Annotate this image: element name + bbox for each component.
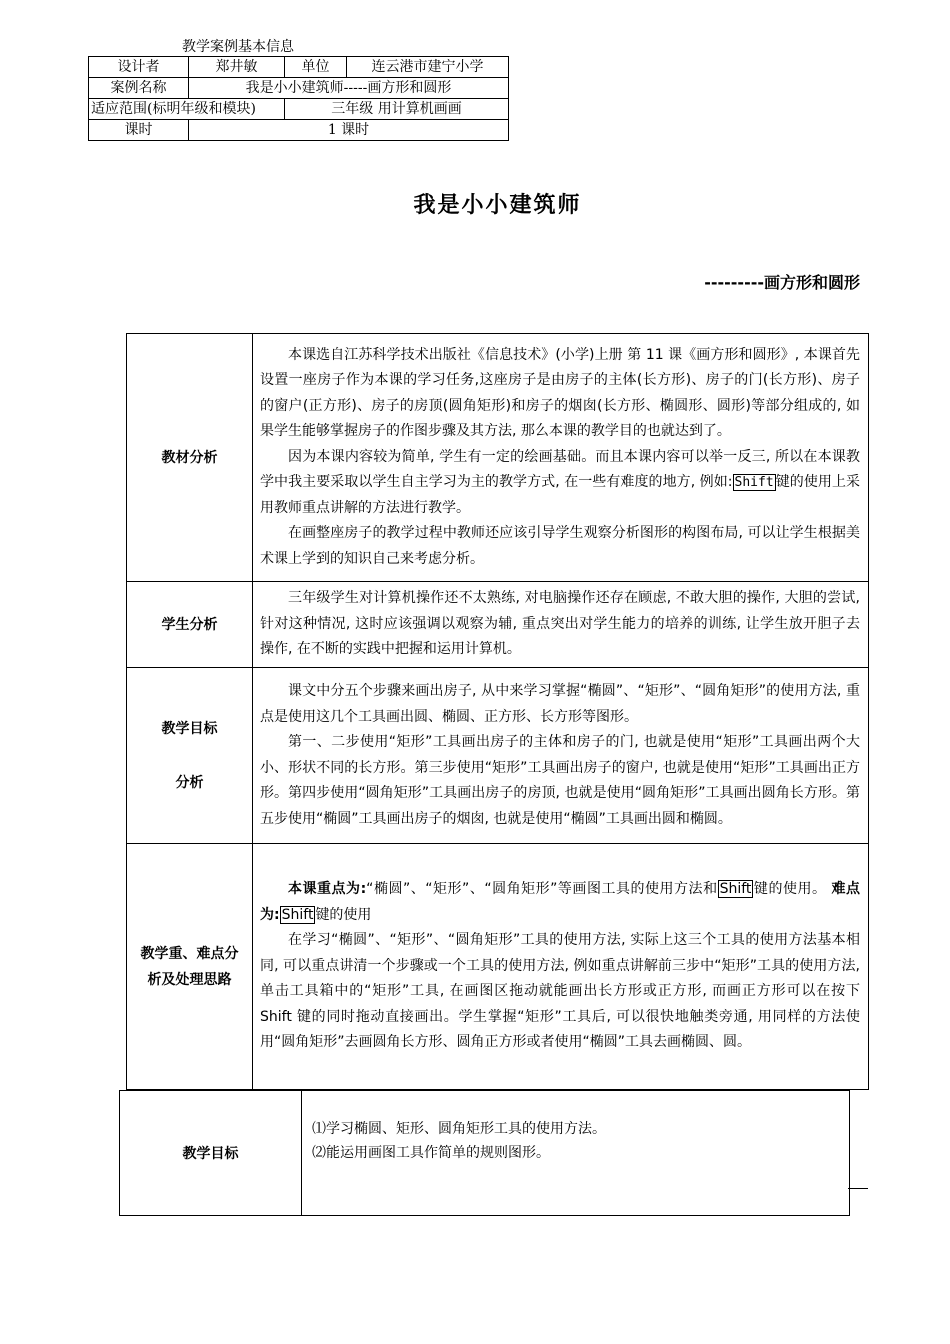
table-row <box>89 78 509 99</box>
keypoints-label: 教学重、难点分析及处理思路 <box>127 844 253 1090</box>
info-caption: 教学案例基本信息 <box>182 39 294 55</box>
unit-value: 连云港市建宁小学 <box>347 57 509 78</box>
hours-value: 1 课时 <box>189 120 509 141</box>
table-row <box>89 120 509 141</box>
shift-key-label: Shift <box>734 475 774 491</box>
designer-label: 设计者 <box>89 57 189 78</box>
table-row-goals <box>120 1091 850 1216</box>
analysis-table <box>126 333 869 1090</box>
goal-item-1: ⑴学习椭圆、矩形、圆角矩形工具的使用方法。 <box>312 1121 606 1137</box>
material-label: 教材分析 <box>127 334 253 582</box>
table-row-keypoints <box>127 844 869 1090</box>
keypoints-paragraph-2: 在学习“椭圆”、“矩形”、“圆角矩形”工具的使用方法, 实际上这三个工具的使用方法基本相同, 可以重点讲清一个步骤或一个工具的使用方法, 例如重点讲解前三步中“矩形”工具的使用方法, 单击工具箱中的“矩形”工具, 在画图区拖动就能画出长方形或正方形, 而画正方形可以在按下 Shift 键的同时拖动直接画出。学生掌握“矩形”工具后, 可以很快地触类旁通, 用同样的方法使用“圆角矩形”去画圆角长方形、圆角正方形或者使用“椭圆”工具去画椭圆、圆。 <box>260 932 860 1051</box>
hours-label: 课时 <box>89 120 189 141</box>
scope-value: 三年级 用计算机画画 <box>285 99 509 120</box>
unit-label: 单位 <box>285 57 347 78</box>
designer-value: 郑井敏 <box>189 57 285 78</box>
objectives-paragraph-1: 课文中分五个步骤来画出房子, 从中来学习掌握“椭圆”、“矩形”、“圆角矩形”的使用方法, 重点是使用这几个工具画出圆、椭圆、正方形、长方形等图形。 <box>260 683 860 725</box>
student-content <box>253 582 869 668</box>
goals-content <box>302 1091 850 1216</box>
material-paragraph-1: 本课选自江苏科学技术出版社《信息技术》(小学)上册 第 11 课《画方形和圆形》, 本课首先设置一座房子作为本课的学习任务,这座房子是由房子的主体(长方形)、房子的门(长方形)、房子的窗户(正方形)、房子的房顶(圆角矩形)和房子的烟囱(长方形、椭圆形、圆形)等部分组成的, 如果学生能够掌握房子的作图步骤及其方法, 那么本课的教学目的也就达到了。 <box>260 346 860 440</box>
objectives-paragraph-2: 第一、二步使用“矩形”工具画出房子的主体和房子的门, 也就是使用“矩形”工具画出两个大小、形状不同的长方形。第三步使用“矩形”工具画出房子的窗户, 也就是使用“矩形”工具画出正方形。第四步使用“圆角矩形”工具画出房子的房顶, 也就是使用“圆角矩形”工具画出圆角长方形。第五步使用“椭圆”工具画出房子的烟囱, 也就是使用“椭圆”工具画出圆和椭圆。 <box>260 734 860 827</box>
page-title: 我是小小建筑师 <box>413 193 582 218</box>
material-paragraph-3: 在画整座房子的教学过程中教师还应该引导学生观察分析图形的构图布局, 可以让学生根据美术课上学到的知识自己来考虑分析。 <box>260 525 860 567</box>
shift-key-label: Shift <box>719 881 752 898</box>
keypoints-content <box>253 844 869 1090</box>
table-row <box>89 99 509 120</box>
material-content <box>253 334 869 582</box>
case-label: 案例名称 <box>89 78 189 99</box>
objectives-content <box>253 668 869 844</box>
goals-label: 教学目标 <box>120 1091 302 1216</box>
table-row <box>89 57 509 78</box>
table-row-student <box>127 582 869 668</box>
student-label: 学生分析 <box>127 582 253 668</box>
keypoints-paragraph-1: 本课重点为:“椭圆”、“矩形”、“圆角矩形”等画图工具的使用方法和 Shift 键的使用。 难点为: Shift 键的使用 <box>260 881 860 923</box>
table-row-material <box>127 334 869 582</box>
objectives-label: 教学目标 分析 <box>127 668 253 844</box>
goals-table <box>119 1090 850 1216</box>
table-row-objectives <box>127 668 869 844</box>
page-subtitle: ---------画方形和圆形 <box>704 273 860 292</box>
basic-info-table <box>88 56 509 141</box>
goal-item-2: ⑵能运用画图工具作简单的规则图形。 <box>312 1145 550 1161</box>
goals-table-extension <box>848 1090 868 1189</box>
material-paragraph-2: 因为本课内容较为简单, 学生有一定的绘画基础。而且本课内容可以举一反三, 所以在本课教学中我主要采取以学生自主学习为主的教学方式, 在一些有难度的地方, 例如: Shift 键的使用上采用教师重点讲解的方法进行教学。 <box>260 448 861 516</box>
scope-label: 适应范围(标明年级和模块) <box>89 99 285 120</box>
student-paragraph: 三年级学生对计算机操作还不太熟练, 对电脑操作还存在顾虑, 不敢大胆的操作, 大胆的尝试, 针对这种情况, 这时应该强调以观察为辅, 重点突出对学生能力的培养的训练, 让学生放开胆子去操作, 在不断的实践中把握和运用计算机。 <box>260 590 860 658</box>
case-value: 我是小小建筑师-----画方形和圆形 <box>189 78 509 99</box>
shift-key-label: Shift <box>281 906 314 923</box>
